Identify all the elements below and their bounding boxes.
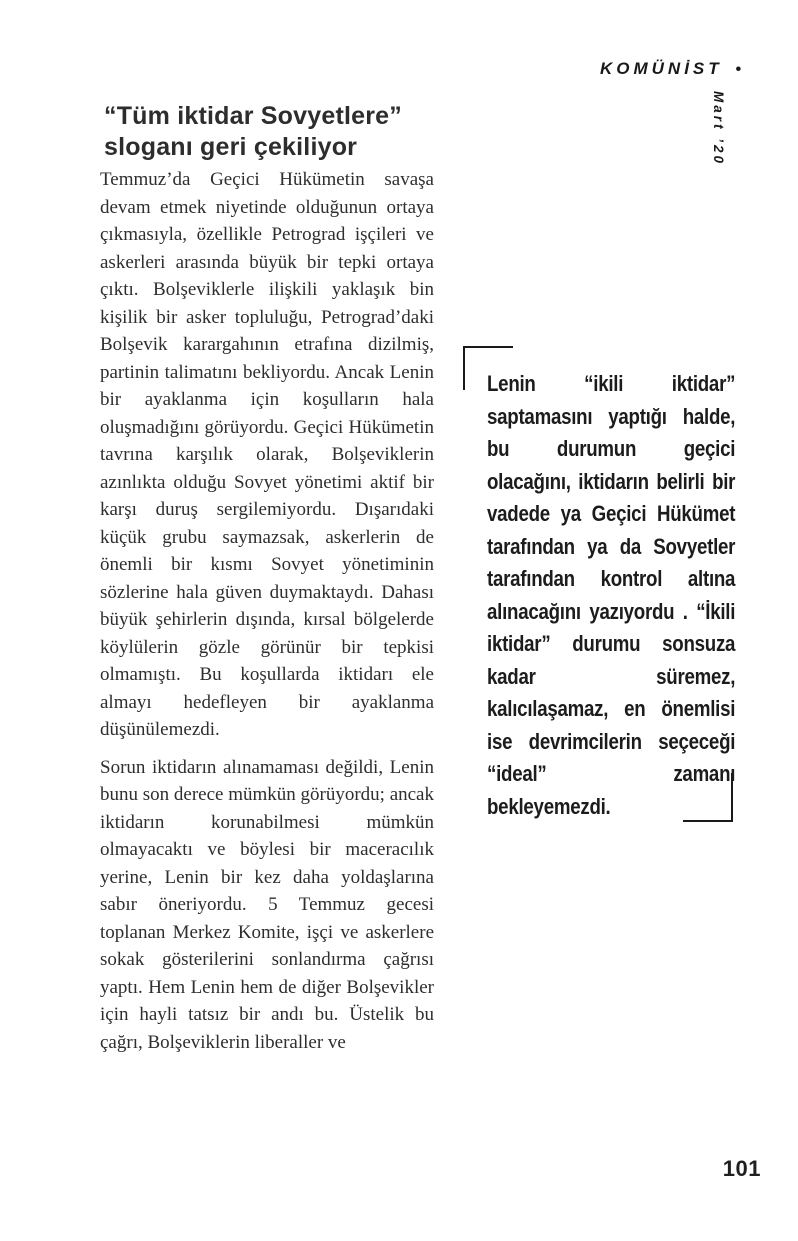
article-title-line-2: sloganı geri çekiliyor [104,133,358,161]
page-number: 101 [722,1156,761,1181]
magazine-masthead [0,59,741,79]
paragraph: Sorun iktidarın alınamaması değildi, Lenin bunu son derece mümkün görüyordu; ancak iktidarın korunabilmesi mümkün olmayacaktı ve böylesi bir maceracılık yerine, Lenin bir kez daha yoldaşlarına sabır öneriyordu. 5 Temmuz gecesi toplanan Merkez Komite, işçi ve askerlere sokak gösterilerini sonlandırma çağrısı yaptı. Hem Lenin hem de diğer Bolşevikler için hayli tatsız bir andı bu. Üstelik bu çağrı, Bolşeviklerin liberaller ve [100,756,434,1053]
paragraph: Temmuz’da Geçici Hükümetin savaşa devam etmek niyetinde olduğunun ortaya çıkmasıyla, özellikle Petrograd işçileri ve askerleri arasında büyük bir tepki ortaya çıktı. Bolşeviklerle ilişkili yaklaşık bin kişilik bir asker topluluğu, Petrograd’daki Bolşevik karargahının etrafına dizilmiş, partinin talimatını bekliyordu. Ancak Lenin bir ayaklanma için koşulların hala oluşmadığını görüyordu. Geçici Hükümetin tavrına karşılık olarak, Bolşeviklerin azınlıkta olduğu Sovyet yönetimi aktif bir karşı duruş sergilemiyordu. Dışarıdaki küçük grubu saymazsak, askerlerin de önemli bir kısmı Sovyet yönetiminin sözlerine hala güven duymaktaydı. Dahası büyük şehirlerin dışında, kırsal bölgelerde köylülerin gözle görünür bir tepkisi olmamıştı. Bu koşullarda iktidarı ele almayı hedefleyen bir ayaklanma düşünülemezdi. [100,169,434,740]
bullet-icon: • [735,61,741,78]
article-title [104,101,474,163]
article-body [100,166,434,1056]
article-title-line-1: “Tüm iktidar Sovyetlere” [104,102,402,130]
magazine-title: KOMÜNİST [599,59,723,78]
pullquote [487,368,735,823]
issue-date: Mart ’20 [711,91,726,167]
pullquote-bracket-bottom-icon [683,773,733,822]
pullquote-text: Lenin “ikili iktidar” saptamasını yaptığı halde, bu durumun geçici olacağını, iktidarın belirli bir vadede ya Geçici Hükümet tarafından ya da Sovyetler tarafından kontrol altına alınacağını yazıyordu . “İkili iktidar” durumu sonsuza kadar süremez, kalıcılaşamaz, en önemlisi ise devrimcilerin seçeceği “ideal” zamanı bekleyemezdi. [487,371,736,819]
